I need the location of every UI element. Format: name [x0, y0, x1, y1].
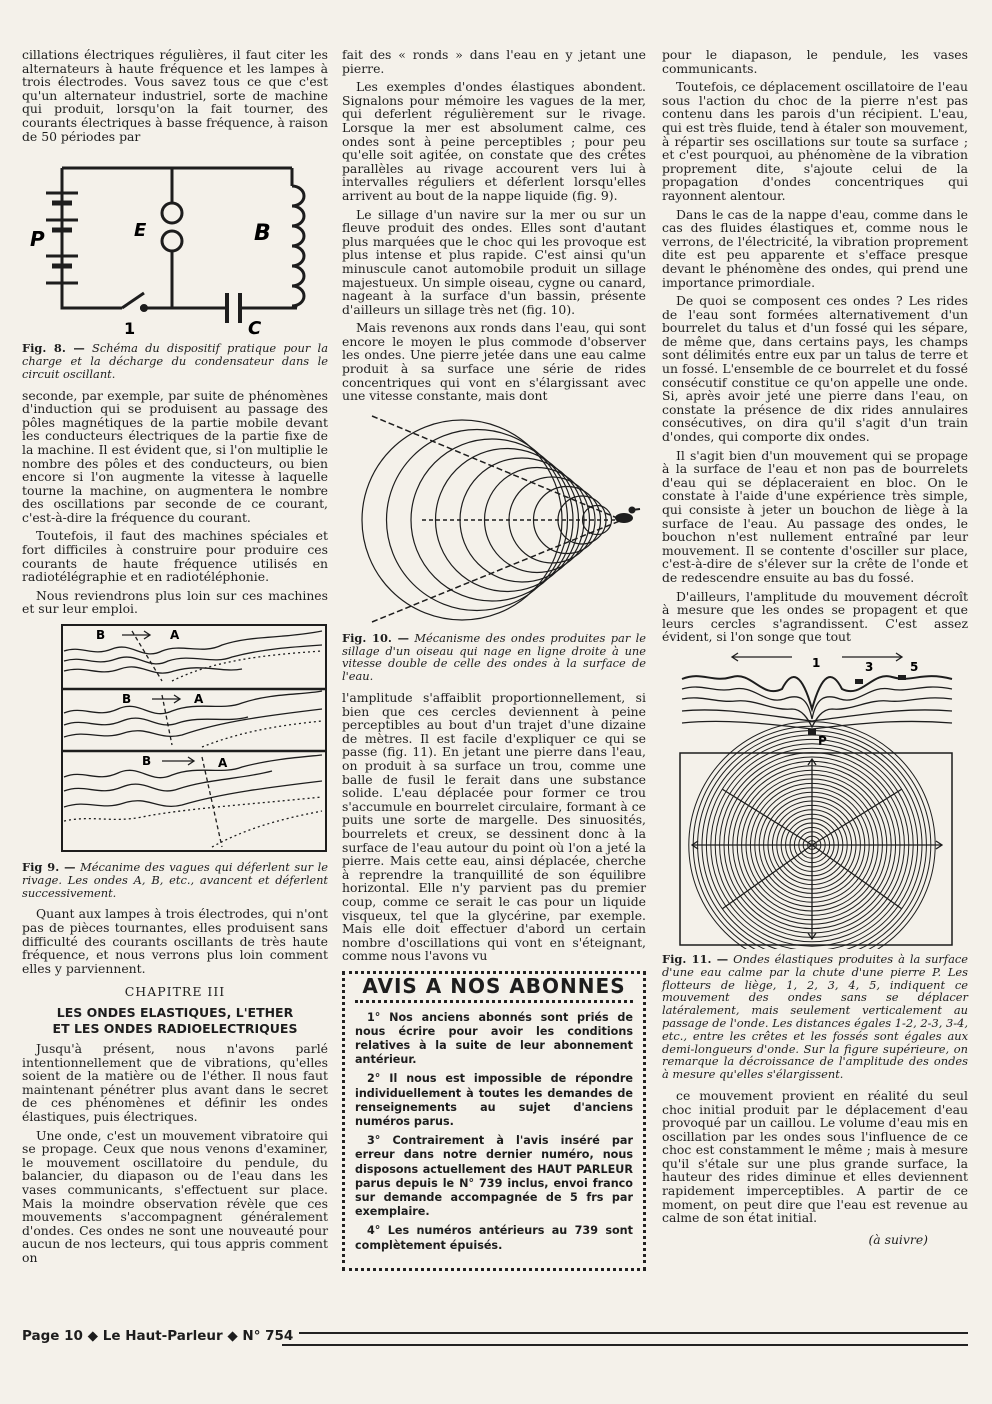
figure-9-waves-diagram	[22, 621, 328, 857]
paragraph: De quoi se composent ces ondes ? Les rides de l'eau sont formées alternativement d'un bourrelet du talus et d'un fossé qui les sépare, de même que, dans certains pays, les champs sont délimités entre eux par un talus de terre et un fossé. L'ensemble de ce bourrelet et du fossé consécutif constitue ce qu'on appelle une onde. Si, après avoir jeté une pierre dans l'eau, on constate la présence de dix rides annulaires consécutives, on dira qu'il s'agit d'un train d'ondes, qui comporte dix ondes.	[662, 293, 968, 445]
paragraph: cillations électriques régulières, il faut citer les alternateurs à haute fréquence et les lampes à trois électrodes. Vous savez tous ce que c'est qu'un alternateur industriel, sorte de machine qui produit, lorsqu'on la fait tourner, des courants électriques à basse fréquence, à raison de 50 périodes par	[22, 47, 328, 144]
paragraph: Il s'agit bien d'un mouvement qui se propage à la surface de l'eau et non pas de bourrelets d'eau qui se déplaceraient en bloc. On le constate à l'aide d'une expérience très simple, qui consiste à jeter un bouchon de liège à la surface de l'eau. Au passage des ondes, le bouchon n'est nullement entraîné par leur mouvement. Il se contente d'osciller sur place, c'est-à-dire de s'élever sur la crête de l'onde et de redescendre ensuite au bas du fossé.	[662, 447, 968, 585]
notice-item: 2° Il nous est impossible de répondre individuellement à toutes les demandes de renseignements au sujet d'anciens numéros parus.	[355, 1072, 633, 1128]
paragraph: pour le diapason, le pendule, les vases communicants.	[662, 47, 968, 76]
bird-icon	[615, 506, 640, 523]
chapter-title: LES ONDES ELASTIQUES, L'ETHER ET LES ONDES RADIOELECTRIQUES	[52, 1005, 298, 1036]
figure-8-caption: Fig. 8. — Schéma du dispositif pratique pour la charge et la décharge du condensateur dans le circuit oscillant.	[22, 341, 328, 381]
paragraph: Toutefois, ce déplacement oscillatoire de l'eau sous l'action du choc de la pierre n'est pas contenu dans les parois d'un récipient. L'eau, qui est très fluide, tend à étaler son mouvement, à répartir ses oscillations sur toute sa surface ; et c'est pourquoi, au phénomène de la vibration proprement dite, s'ajoute celui de la propagation d'ondes concentriques qui rayonnent alentour.	[662, 79, 968, 203]
label-1: 1	[812, 655, 821, 670]
label-b: B	[96, 628, 106, 643]
label-c: C	[248, 318, 262, 339]
paragraph: fait des « ronds » dans l'eau en y jetant une pierre.	[342, 47, 646, 76]
label-b: B	[142, 754, 152, 769]
paragraph: Mais revenons aux ronds dans l'eau, qui sont encore le moyen le plus commode d'observer les ondes. Une pierre jetée dans une eau calme produit à sa surface une série de rides concentriques qui vont en s'élargissant avec une vitesse constante, mais dont	[342, 320, 646, 404]
figure-11-ripples-diagram	[662, 649, 968, 949]
chapter-heading: CHAPITRE III	[124, 984, 226, 1000]
paragraph: D'ailleurs, l'amplitude du mouvement décroît à mesure que les ondes se propagent et que leurs cercles s'agrandissent. C'est assez évident, si l'on songe que tout	[662, 588, 968, 645]
page-footer	[22, 1328, 968, 1348]
figure-9-caption: Fig 9. — Mécanime des vagues qui déferlent sur le rivage. Les ondes A, B, etc., avancent et déferlent successivement.	[22, 860, 329, 900]
column-2	[342, 48, 646, 1279]
label-p: P	[30, 227, 45, 252]
notice-item: 1° Nos anciens abonnés sont priés de nous écrire pour avoir les conditions relatives à la suite de leur abonnement antérieur.	[355, 1010, 633, 1067]
notice-item: 4° Les numéros antérieurs au 739 sont complètement épuisés.	[355, 1224, 633, 1252]
paragraph: Nous reviendrons plus loin sur ces machines et sur leur emploi.	[22, 587, 328, 617]
figure-11-caption: Fig. 11. — Ondes élastiques produites à la surface d'une eau calme par la chute d'une pierre P. Les flotteurs de liège, 1, 2, 3, 4, 5, indiquent ce mouvement des ondes sans se déplacer latéralement, mais seulement verticalement au passage de l'onde. Les distances égales 1-2, 2-3, 3-4, etc., entre les crêtes et les fossés sont égales aux demi-longueurs d'onde. Sur la figure supérieure, on remarque la décroissance de l'amplitude des ondes à mesure qu'elles s'élargissent.	[662, 951, 969, 1082]
figure-10-caption: Fig. 10. — Mécanisme des ondes produites par le sillage d'un oiseau qui nage en ligne droite à une vitesse double de celle des ondes à la surface de l'eau.	[342, 630, 647, 684]
column-3	[662, 48, 968, 1251]
label-a: A	[170, 628, 180, 643]
label-p: P	[818, 733, 827, 748]
paragraph: Le sillage d'un navire sur la mer ou sur un fleuve produit des ondes. Elles sont d'autant plus marquées que le choc qui les provoque est plus intense et plus rapide. C'est ainsi qu'un minuscule canot automobile produit un sillage majestueux. Un simple oiseau, cygne ou canard, nageant à la surface d'un bassin, présente d'ailleurs un sillage très net (fig. 10).	[342, 206, 646, 317]
to-be-continued: (à suivre)	[868, 1231, 928, 1247]
paragraph: Une onde, c'est un mouvement vibratoire qui se propage. Ceux que nous venons d'examiner, le mouvement oscillatoire du pendule, du balancier, du diapason ou de l'eau dans les vases communicants, s'effectuent sur place. Mais la moindre observation révèle que ces mouvements s'accompagnent généralement d'ondes. Ces ondes ne sont une nouveauté pour aucun de nos lecteurs, qui tous appris comment on	[22, 1127, 328, 1265]
label-b: B	[122, 692, 132, 707]
notice-title: AVIS A NOS ABONNES	[355, 980, 633, 1003]
label-1: 1	[124, 319, 136, 339]
paragraph: Quant aux lampes à trois électrodes, qui n'ont pas de pièces tournantes, elles produisent sans difficulté des courants oscillants de très haute fréquence, et nous verrons plus loin comment elles y parviennent.	[22, 906, 328, 976]
footer-rule	[282, 1332, 968, 1346]
label-3: 3	[865, 659, 874, 674]
notice-box	[342, 971, 646, 1271]
paragraph: Les exemples d'ondes élastiques abondent. Signalons pour mémoire les vagues de la mer, qui deferlent régulièrement sur le rivage. Lorsque la mer est absolument calme, ces ondes sont à peine perceptibles ; pour peu qu'elle soit agitée, on constate que des crêtes parallèles au rivage accourent vers lui à intervalles réguliers et déferlent lorsqu'elles arrivent au bout de la nappe liquide (fig. 9).	[342, 79, 646, 203]
paragraph: ce mouvement provient en réalité du seul choc initial produit par le déplacement d'eau provoqué par un caillou. Le volume d'eau mis en oscillation par les ondes sous l'influence de ce choc est constamment le même ; mais à mesure qu'il s'étale sur une plus grande surface, la hauteur des rides diminue et elles deviennent rapidement imperceptibles. A partir de ce moment, on peut dire que l'eau est revenue au calme de son état initial.	[662, 1087, 968, 1226]
figure-10-wake-diagram	[342, 408, 646, 628]
label-5: 5	[910, 659, 919, 674]
paragraph: Toutefois, il faut des machines spéciales et fort difficiles à construire pour produire ces courants de haute fréquence utilisés en radiotélégraphie et en radiotéléphonie.	[22, 528, 328, 585]
paragraph: l'amplitude s'affaiblit proportionnellement, si bien que ces cercles deviennent à peine perceptibles au bout d'un trajet d'une dizaine de mètres. Il est facile d'expliquer ce qui se passe (fig. 11). En jetant une pierre dans l'eau, on produit à sa surface un trou, comme une balle de fusil le ferait dans une substance solide. L'eau déplacée pour former ce trou s'accumule en bourrelet circulaire, formant à ce puits une sorte de margelle. Des sinuosités, bourrelets et creux, se dessinent donc à la surface de l'eau autour du point où l'on a jeté la pierre. Mais cette eau, ainsi déplacée, cherche à reprendre la tranquillité de son équilibre horizontal. Elle n'y parvient pas du premier coup, comme ce serait le cas pour un liquide visqueux, tel que la glycérine, par exemple. Mais elle doit effectuer d'abord un certain nombre d'oscillations qui vont en s'éteignant, comme nous l'avons vu	[342, 690, 646, 964]
notice-item: 3° Contrairement à l'avis inséré par erreur dans notre dernier numéro, nous disposons actuellement des HAUT PARLEUR parus depuis le N° 739 inclus, envoi franco sur demande accompagnée de 5 frs par exemplaire.	[355, 1134, 633, 1219]
label-b: B	[254, 221, 271, 247]
paragraph: Jusqu'à présent, nous n'avons parlé intentionnellement que de vibrations, qu'elles soient de la matière ou de l'éther. Il nous faut maintenant pénétrer plus avant dans le secret de ces phénomènes et définir les ondes élastiques, puis électriques.	[22, 1041, 328, 1124]
footer-text: Page 10 ◆ Le Haut-Parleur ◆ N° 754	[22, 1328, 299, 1344]
paragraph: seconde, par exemple, par suite de phénomènes d'induction qui se produisent au passage des pôles magnétiques de la partie mobile devant les conducteurs électriques de la partie fixe de la machine. Il est évident que, si l'on multiplie le nombre des pôles et des conducteurs, ou bien encore si l'on augmente la vitesse à laquelle tourne la machine, on augmentera le nombre des oscillations par seconde de ce courant, c'est-à-dire la fréquence du courant.	[22, 387, 328, 525]
column-1	[22, 48, 328, 1270]
label-e: E	[134, 220, 147, 242]
paragraph: Dans le cas de la nappe d'eau, comme dans le cas des fluides élastiques et, comme nous le verrons, de l'électricité, la vibration proprement dite est peu apparente et s'efface presque devant le phénomène des ondes, qui prend une importance primordiale.	[662, 206, 968, 290]
figure-8-circuit-diagram	[22, 148, 328, 338]
label-a: A	[194, 692, 204, 707]
label-a: A	[218, 756, 228, 771]
